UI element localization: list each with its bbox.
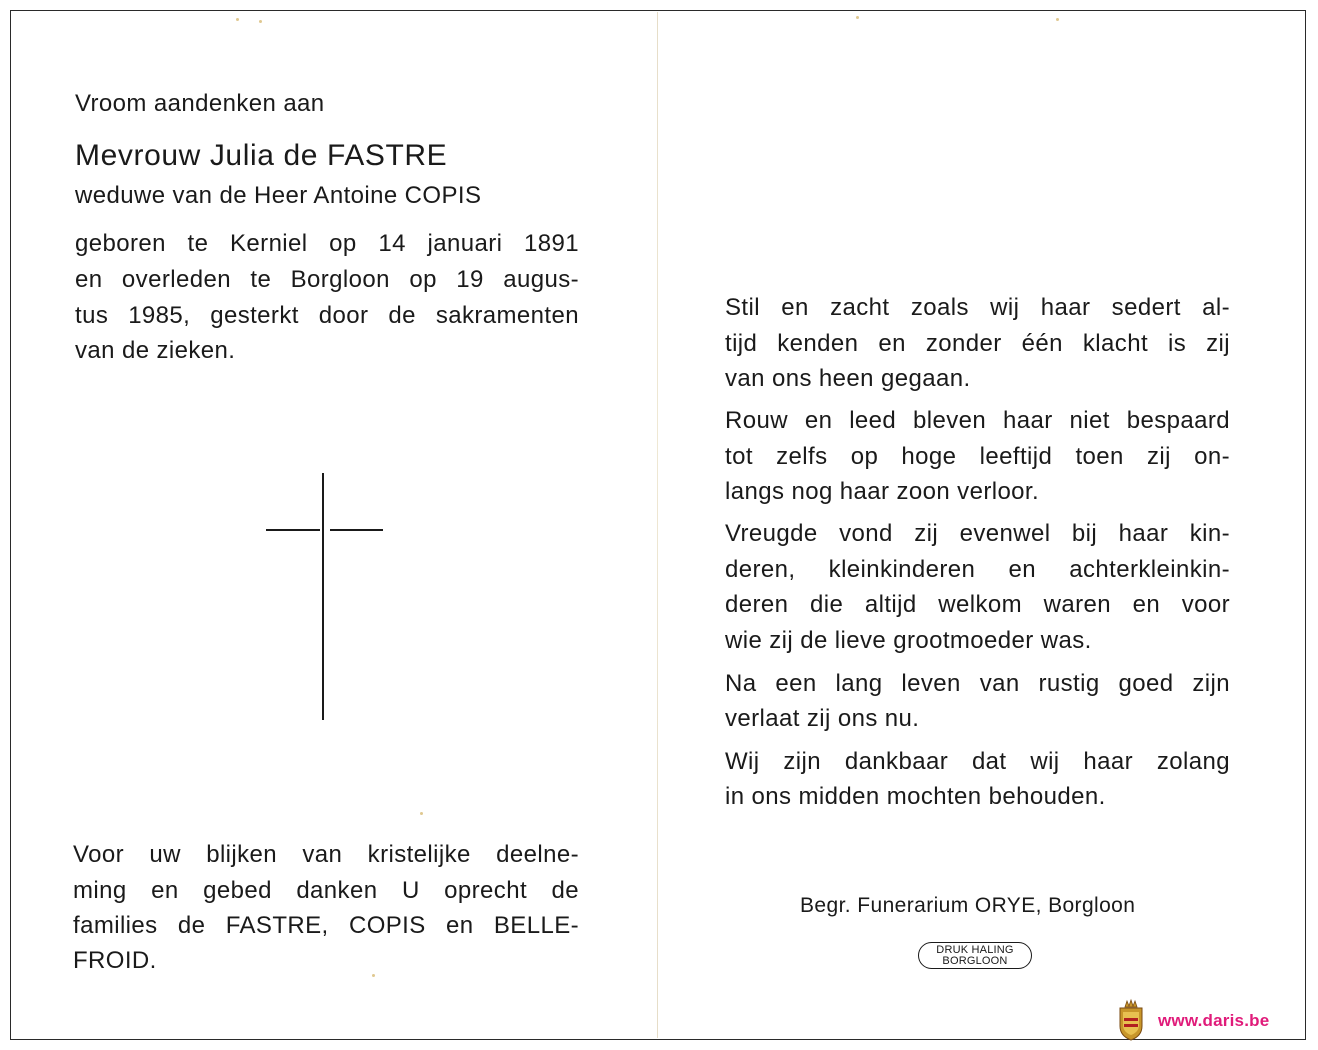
- poem-line: Rouw en leed bleven haar niet bespaard: [725, 407, 1230, 434]
- poem-line: in ons midden mochten behouden.: [725, 783, 1106, 810]
- website-watermark[interactable]: www.daris.be: [1158, 1011, 1270, 1030]
- fold-line: [657, 12, 658, 1038]
- crest-icon: [1116, 998, 1146, 1042]
- speck: [420, 812, 423, 815]
- poem-line: Na een lang leven van rustig goed zijn: [725, 670, 1230, 697]
- poem-line: verlaat zij ons nu.: [725, 705, 920, 732]
- speck: [856, 16, 859, 19]
- poem-line: wie zij de lieve grootmoeder was.: [725, 627, 1092, 654]
- speck: [236, 18, 239, 21]
- bio-line: geboren te Kerniel op 14 januari 1891: [75, 230, 579, 257]
- funeral-home-text: Begr. Funerarium ORYE, Borgloon: [800, 894, 1136, 917]
- speck: [259, 20, 262, 23]
- bio-line: van de zieken.: [75, 337, 236, 364]
- cross-vertical: [322, 473, 324, 720]
- poem-line: deren die altijd welkom waren en voor: [725, 591, 1230, 618]
- speck: [372, 974, 375, 977]
- thanks-line: ming en gebed danken U oprecht de: [73, 877, 579, 904]
- thanks-line: families de FASTRE, COPIS en BELLE-: [73, 912, 579, 939]
- thanks-line: FROID.: [73, 947, 157, 974]
- poem-line: tot zelfs op hoge leeftijd toen zij on-: [725, 443, 1230, 470]
- bio-line: en overleden te Borgloon op 19 augus-: [75, 266, 579, 293]
- widow-of-text: weduwe van de Heer Antoine COPIS: [75, 182, 482, 209]
- printer-line: BORGLOON: [942, 955, 1008, 967]
- cross-arm-right: [330, 529, 383, 531]
- poem-line: Vreugde vond zij evenwel bij haar kin-: [725, 520, 1230, 547]
- speck: [1056, 18, 1059, 21]
- thanks-line: Voor uw blijken van kristelijke deelne-: [73, 841, 579, 868]
- bio-line: tus 1985, gesterkt door de sakramenten: [75, 302, 579, 329]
- poem-line: deren, kleinkinderen en achterkleinkin-: [725, 556, 1230, 583]
- poem-line: Wij zijn dankbaar dat wij haar zolang: [725, 748, 1230, 775]
- printer-mark: [918, 942, 1032, 969]
- poem-line: tijd kenden en zonder één klacht is zij: [725, 330, 1230, 357]
- intro-text: Vroom aandenken aan: [75, 90, 325, 117]
- printer-line: DRUK HALING: [936, 944, 1014, 956]
- poem-line: langs nog haar zoon verloor.: [725, 478, 1040, 505]
- cross-arm-left: [266, 529, 320, 531]
- poem-line: Stil en zacht zoals wij haar sedert al-: [725, 294, 1230, 321]
- deceased-name: Mevrouw Julia de FASTRE: [75, 139, 448, 172]
- poem-line: van ons heen gegaan.: [725, 365, 971, 392]
